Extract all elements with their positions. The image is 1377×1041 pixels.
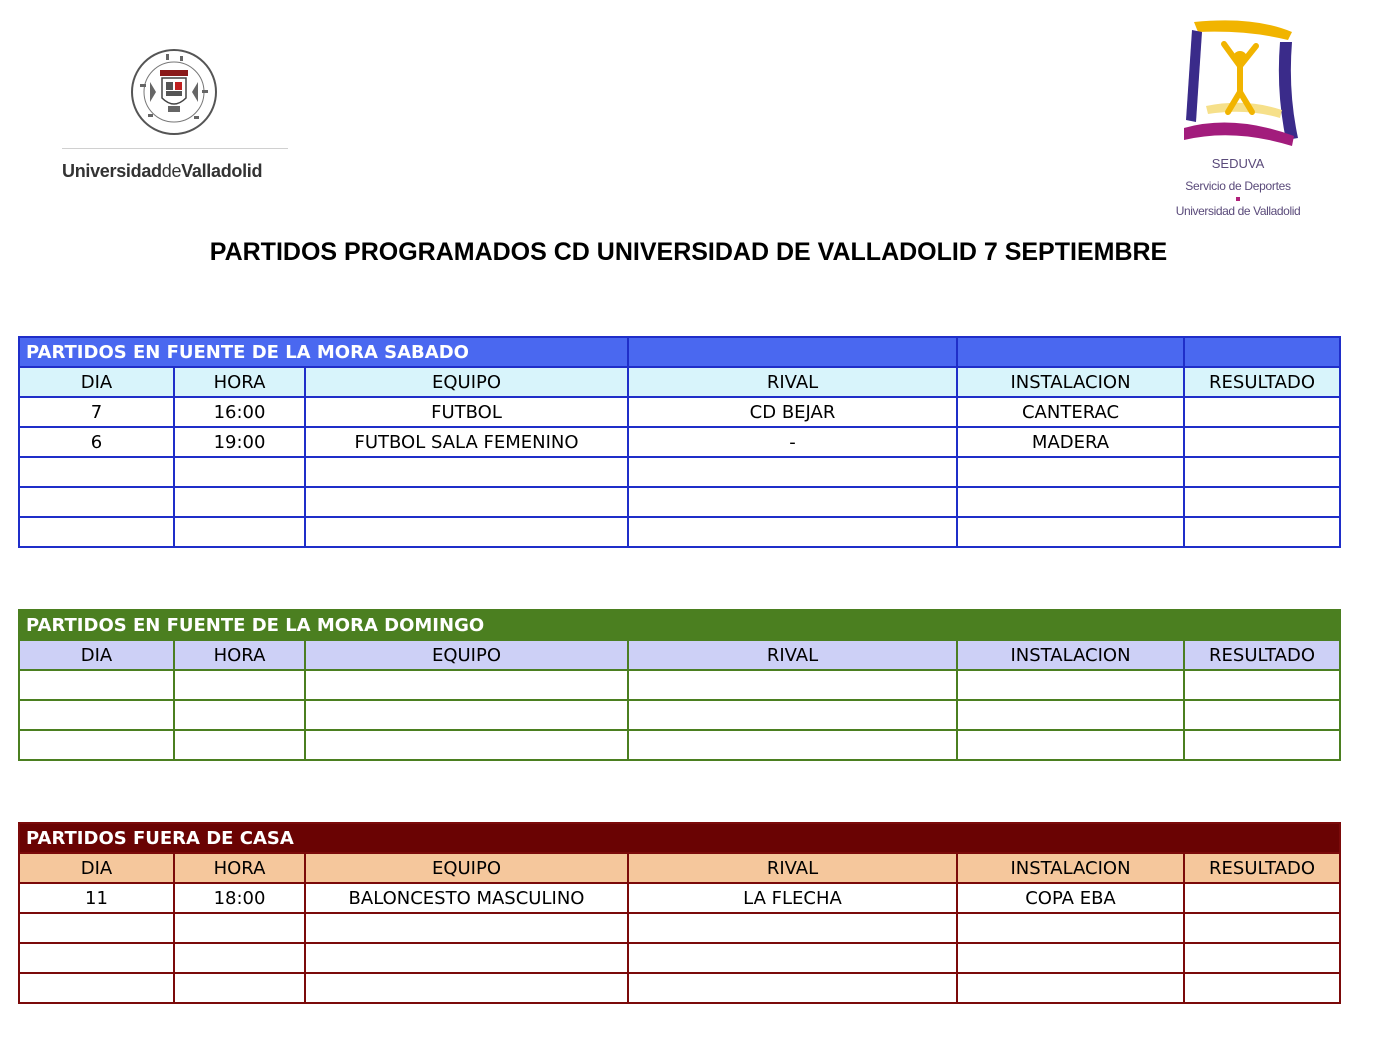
column-header: DIA [19, 640, 174, 670]
column-header-row [19, 640, 1340, 670]
table-cell [1184, 397, 1340, 427]
column-header-row [19, 853, 1340, 883]
table-cell [957, 913, 1184, 943]
table-cell [19, 517, 174, 547]
table-row [19, 913, 1340, 943]
table-cell [957, 487, 1184, 517]
table-cell [174, 973, 305, 1003]
table-cell [305, 487, 628, 517]
table-cell: 11 [19, 883, 174, 913]
section-title: PARTIDOS EN FUENTE DE LA MORA DOMINGO [19, 610, 1340, 640]
section-header-cell [957, 337, 1184, 367]
table-cell: - [628, 427, 957, 457]
table-cell [305, 943, 628, 973]
table-cell [174, 700, 305, 730]
table-cell [174, 517, 305, 547]
table-domingo [18, 609, 1341, 761]
logo-divider [62, 148, 288, 149]
table-cell [19, 943, 174, 973]
table-cell [305, 457, 628, 487]
table-cell: BALONCESTO MASCULINO [305, 883, 628, 913]
column-header: HORA [174, 640, 305, 670]
column-header: EQUIPO [305, 853, 628, 883]
table-cell [628, 700, 957, 730]
table-row [19, 670, 1340, 700]
table-sabado [18, 336, 1341, 548]
uva-logo-text: UniversidaddeValladolid [62, 161, 263, 181]
table-cell [1184, 517, 1340, 547]
column-header: EQUIPO [305, 640, 628, 670]
table-cell [628, 973, 957, 1003]
table-cell [174, 943, 305, 973]
table-cell: CD BEJAR [628, 397, 957, 427]
table-cell [1184, 457, 1340, 487]
table-cell [1184, 883, 1340, 913]
page-title: PARTIDOS PROGRAMADOS CD UNIVERSIDAD DE VALLADOLID 7 SEPTIEMBRE [209, 238, 1168, 266]
column-header: RIVAL [628, 640, 957, 670]
table-cell [628, 913, 957, 943]
uva-logo [60, 40, 292, 190]
table-cell [305, 730, 628, 760]
table-cell [19, 730, 174, 760]
university-seal-icon [130, 48, 218, 136]
table-cell [305, 670, 628, 700]
table-cell [1184, 487, 1340, 517]
column-header: RIVAL [628, 367, 957, 397]
table-cell: LA FLECHA [628, 883, 957, 913]
table-cell [1184, 943, 1340, 973]
table-cell [957, 943, 1184, 973]
table-cell [174, 670, 305, 700]
table-cell: 6 [19, 427, 174, 457]
column-header: EQUIPO [305, 367, 628, 397]
table-row [19, 883, 1340, 913]
table-cell [1184, 973, 1340, 1003]
table-cell: MADERA [957, 427, 1184, 457]
seduva-emblem-icon [1176, 18, 1300, 148]
table-row [19, 517, 1340, 547]
section-header-cell [628, 337, 957, 367]
column-header: HORA [174, 367, 305, 397]
table-cell [1184, 700, 1340, 730]
column-header: INSTALACION [957, 853, 1184, 883]
section-header-row [19, 610, 1340, 640]
table-cell [628, 517, 957, 547]
column-header: DIA [19, 853, 174, 883]
table-row [19, 457, 1340, 487]
table-cell: 19:00 [174, 427, 305, 457]
table-fuera-de-casa [18, 822, 1341, 1004]
table-cell [305, 517, 628, 547]
table-cell [19, 700, 174, 730]
table-row [19, 973, 1340, 1003]
section-header-row [19, 337, 1340, 367]
table-cell [19, 913, 174, 943]
table-cell [628, 487, 957, 517]
table-cell [1184, 913, 1340, 943]
table-cell [305, 700, 628, 730]
column-header: RESULTADO [1184, 640, 1340, 670]
table-cell [305, 973, 628, 1003]
table-row [19, 730, 1340, 760]
table-cell: FUTBOL SALA FEMENINO [305, 427, 628, 457]
table-cell [19, 973, 174, 1003]
seduva-acronym: SEDUVA [1211, 156, 1265, 171]
table-cell [19, 670, 174, 700]
table-cell [628, 943, 957, 973]
table-row [19, 397, 1340, 427]
column-header-row [19, 367, 1340, 397]
table-cell [19, 457, 174, 487]
table-cell: 16:00 [174, 397, 305, 427]
section-title: PARTIDOS EN FUENTE DE LA MORA SABADO [19, 337, 628, 367]
table-cell: FUTBOL [305, 397, 628, 427]
table-cell [957, 517, 1184, 547]
seduva-logo [1168, 18, 1308, 228]
table-row [19, 700, 1340, 730]
table-cell: 18:00 [174, 883, 305, 913]
column-header: INSTALACION [957, 367, 1184, 397]
column-header: RESULTADO [1184, 853, 1340, 883]
table-cell: COPA EBA [957, 883, 1184, 913]
column-header: HORA [174, 853, 305, 883]
table-cell [957, 457, 1184, 487]
table-row [19, 427, 1340, 457]
column-header: RESULTADO [1184, 367, 1340, 397]
table-cell [957, 700, 1184, 730]
table-cell: CANTERAC [957, 397, 1184, 427]
table-cell [174, 487, 305, 517]
table-cell [957, 973, 1184, 1003]
table-cell [628, 730, 957, 760]
table-cell [628, 670, 957, 700]
table-row [19, 943, 1340, 973]
table-cell [305, 913, 628, 943]
seduva-line2: Universidad de Valladolid [1175, 204, 1301, 218]
table-cell [1184, 730, 1340, 760]
table-cell [957, 730, 1184, 760]
table-cell [957, 670, 1184, 700]
table-cell [19, 487, 174, 517]
table-cell [1184, 670, 1340, 700]
seduva-line1: Servicio de Deportes [1185, 179, 1291, 193]
table-row [19, 487, 1340, 517]
table-cell [1184, 427, 1340, 457]
section-title: PARTIDOS FUERA DE CASA [19, 823, 1340, 853]
table-cell: 7 [19, 397, 174, 427]
column-header: DIA [19, 367, 174, 397]
column-header: RIVAL [628, 853, 957, 883]
table-cell [174, 457, 305, 487]
section-header-row [19, 823, 1340, 853]
table-cell [174, 730, 305, 760]
section-header-cell [1184, 337, 1340, 367]
table-cell [628, 457, 957, 487]
table-cell [174, 913, 305, 943]
seduva-dot [1236, 197, 1240, 201]
column-header: INSTALACION [957, 640, 1184, 670]
